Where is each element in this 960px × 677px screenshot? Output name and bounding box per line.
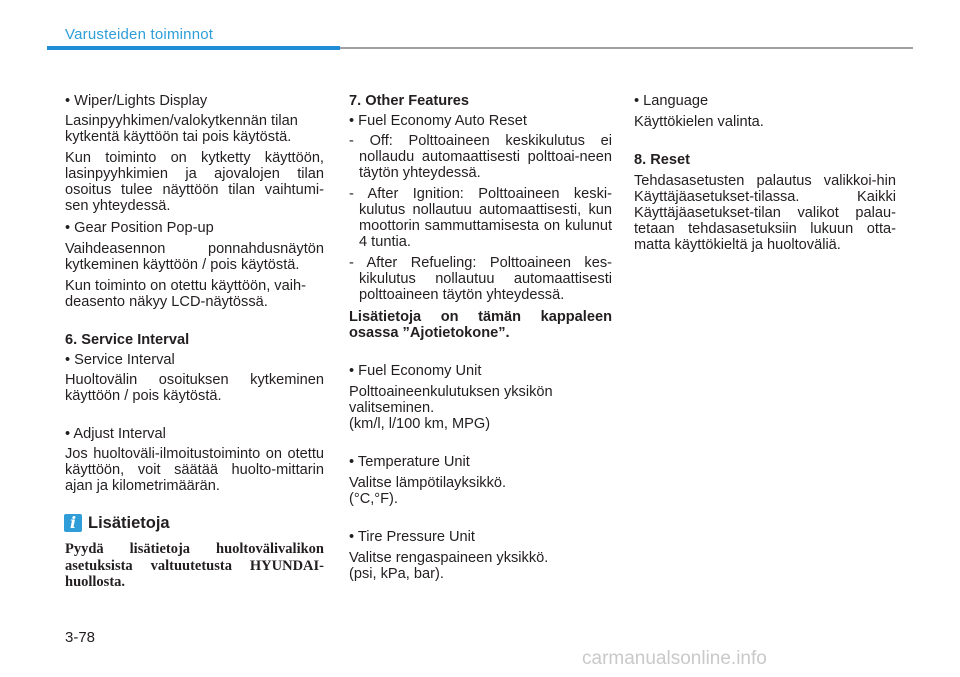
wiper-lights-text: Lasinpyyhkimen/valokytkennän tilan kytkentä käyttöön tai pois käytöstä. <box>65 113 298 145</box>
info-icon: i <box>64 514 82 532</box>
gear-position-text: Vaihdeasennon ponnahdusnäytön kytkeminen käyttöön / pois käytöstä. <box>65 241 324 273</box>
tire-pressure-unit-title: • Tire Pressure Unit <box>349 529 475 545</box>
gear-position-text-2: Kun toiminto on otettu käyttöön, vaih-deasento näkyy LCD-näytössä. <box>65 278 306 310</box>
temperature-unit-title: • Temperature Unit <box>349 454 470 470</box>
fuel-reset-off: - Off: Polttoaineen keskikulutus ei nollaudu automaattisesti polttoai-neen täytön yhteydessä. <box>349 133 612 181</box>
fuel-unit-title: • Fuel Economy Unit <box>349 363 482 379</box>
fuel-unit-text: Polttoaineenkulutuksen yksikön valitseminen. <box>349 384 553 416</box>
section-title: Varusteiden toiminnot <box>65 26 214 43</box>
temperature-unit-text: Valitse lämpötilayksikkö. <box>349 475 507 491</box>
more-info-note: Lisätietoja on tämän kappaleen osassa ”Ajotietokone”. <box>349 309 612 341</box>
fuel-reset-ignition: - After Ignition: Polttoaineen keski-kulutus nollautuu automaattisesti, kun moottorin sammuttamisesta on kulunut 4 tuntia. <box>349 186 612 250</box>
language-text: Käyttökielen valinta. <box>634 114 764 130</box>
reset-heading: 8. Reset <box>634 152 690 168</box>
header-accent-bar <box>47 46 340 50</box>
header-divider <box>340 47 913 49</box>
fuel-unit-options: (km/l, l/100 km, MPG) <box>349 416 491 432</box>
tire-pressure-unit-text: Valitse rengaspaineen yksikkö. <box>349 550 549 566</box>
other-features-heading: 7. Other Features <box>349 93 470 109</box>
language-title: • Language <box>634 93 709 109</box>
temperature-unit-options: (°C,°F). <box>349 491 398 507</box>
tire-pressure-unit-options: (psi, kPa, bar). <box>349 566 444 582</box>
column-middle <box>349 93 612 582</box>
fuel-reset-title: • Fuel Economy Auto Reset <box>349 113 527 129</box>
reset-text: Tehdasasetusten palautus valikkoi-hin Käyttäjäasetukset-tilassa. Kaikki Käyttäjäasetukset-tilan valikot palau-tetaan tehdasasetuksiin lukuun otta-matta käyttökieltä ja huoltoväliä. <box>634 173 896 253</box>
watermark: carmanualsonline.info <box>582 648 767 669</box>
wiper-lights-title: • Wiper/Lights Display <box>65 93 208 109</box>
service-interval-text: Huoltovälin osoituksen kytkeminen käyttöön / pois käytöstä. <box>65 372 324 404</box>
adjust-interval-text: Jos huoltoväli-ilmoitustoiminto on otettu käyttöön, voit säätää huolto-mittarin ajan ja kilometrimäärän. <box>65 446 324 494</box>
page-number: 3-78 <box>65 629 96 646</box>
fuel-reset-refuel: - After Refueling: Polttoaineen kes-kikulutus nollautuu automaattisesti polttoaineen täytön yhteydessä. <box>349 255 612 303</box>
column-right <box>634 93 896 253</box>
column-left <box>65 93 324 591</box>
service-interval-heading: 6. Service Interval <box>65 332 190 348</box>
info-text: Pyydä lisätietoja huoltovälivalikon asetuksista valtuutetusta HYUNDAI-huollosta. <box>65 541 324 590</box>
service-interval-title: • Service Interval <box>65 352 175 368</box>
wiper-lights-text-2: Kun toiminto on kytketty käyttöön, lasinpyyhkimien ja ajovalojen tilan osoitus tulee näyttöön tilan vaihtumi-sen yhteydessä. <box>65 150 324 214</box>
info-header <box>65 514 324 532</box>
info-title: Lisätietoja <box>88 514 170 532</box>
adjust-interval-title: • Adjust Interval <box>65 426 166 442</box>
gear-position-title: • Gear Position Pop-up <box>65 220 214 236</box>
